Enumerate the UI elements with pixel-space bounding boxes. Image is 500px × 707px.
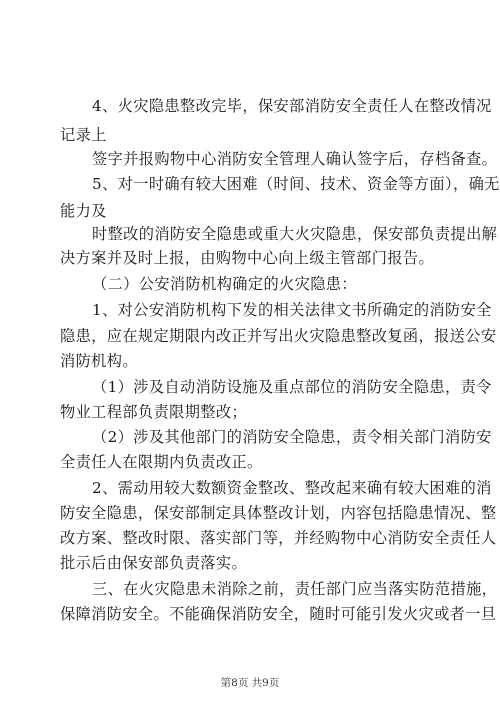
text-line: 防安全隐患，保安部制定具体整改计划，内容包括隐患情况、整 [60,504,497,522]
text-line: 全责任人在限期内负责改正。 [60,453,263,471]
text-line: 4、火灾隐患整改完毕，保安部消防安全责任人在整改情况 [92,97,492,115]
text-line: 能力及 [60,202,107,220]
text-line: 物业工程部负责限期整改； [60,403,248,421]
text-line: 2、需动用较大数额资金整改、整改起来确有较大困难的消 [92,479,492,497]
text-line: 1、对公安消防机构下发的相关法律文书所确定的消防安全 [92,301,492,319]
text-line: 三、在火灾隐患未消除之前，责任部门应当落实防范措施， [92,580,498,598]
text-line: 决方案并及时上报，由购物中心向上级主管部门报告。 [60,249,435,267]
text-line: 签字并报购物中心消防安全管理人确认签字后，存档备查。 [92,150,498,168]
page-footer: 第8页 共9页 [220,677,280,689]
section-heading: （二）公安消防机构确定的火灾隐患： [92,275,357,293]
text-line: （1）涉及自动消防设施及重点部位的消防安全隐患，责令 [92,378,492,396]
text-line: （2）涉及其他部门的消防安全隐患，责令相关部门消防安 [92,428,492,446]
text-line: 批示后由保安部负责落实。 [60,554,248,572]
text-line: 5、对一时确有较大困难（时间、技术、资金等方面），确无 [92,175,500,193]
text-line: 隐患，应在规定期限内改正并写出火灾隐患整改复函，报送公安 [60,327,497,345]
text-line: 记录上 [60,126,107,144]
text-line: 消防机构。 [60,352,138,370]
text-line: 保障消防安全。不能确保消防安全，随时可能引发火灾或者一旦 [60,605,497,623]
text-line: 时整改的消防安全隐患或重大火灾隐患，保安部负责提出解 [92,225,498,243]
text-line: 改方案、整改时限、落实部门等，并经购物中心消防安全责任人 [60,529,497,547]
